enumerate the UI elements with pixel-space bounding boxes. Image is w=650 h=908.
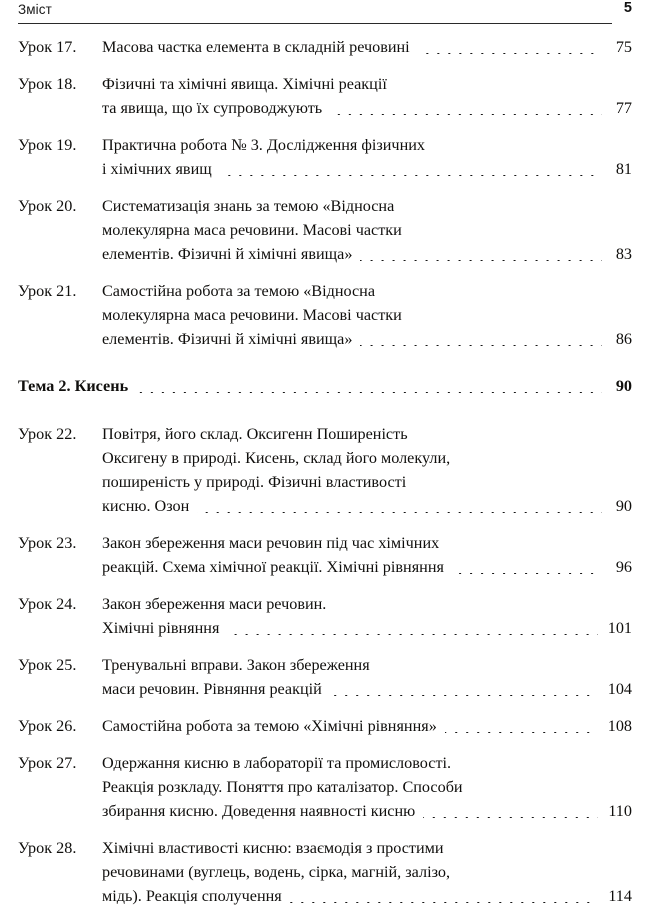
toc-entry-last-line bbox=[102, 616, 632, 640]
toc-entry-line: молекулярна маса речовини. Масові частки bbox=[102, 306, 402, 324]
toc-entry-last-line bbox=[102, 555, 632, 579]
toc-entry-page-number: 90 bbox=[615, 377, 632, 395]
toc-entry-last-line bbox=[102, 35, 632, 59]
toc-entry-label: Урок 21. bbox=[18, 282, 77, 300]
toc-entry-body bbox=[102, 35, 632, 59]
toc-entry-line: Реакція розкладу. Поняття про каталізатор. Способи bbox=[102, 778, 463, 796]
running-head-title: Зміст bbox=[18, 2, 52, 17]
toc-entry-line: Тема 2. Кисень bbox=[18, 377, 129, 395]
running-head-folio: 5 bbox=[623, 0, 632, 16]
dot-leader bbox=[197, 512, 602, 513]
toc-entry-line: Закон збереження маси речовин під час хімічних bbox=[102, 534, 440, 552]
toc-entry-last-line bbox=[102, 677, 632, 701]
toc-lesson-entry[interactable] bbox=[18, 836, 632, 908]
toc-lesson-entry[interactable] bbox=[18, 751, 632, 823]
toc-lesson-entry[interactable] bbox=[18, 133, 632, 181]
toc-entry-line: речовинами (вуглець, водень, сірка, магній, залізо, bbox=[102, 863, 451, 881]
toc-entry-line: молекулярна маса речовини. Масові частки bbox=[102, 221, 402, 239]
toc-entry-line: збирання кисню. Доведення наявності кисню bbox=[102, 802, 416, 820]
toc-entry-body bbox=[102, 279, 632, 351]
toc-entry-last-line bbox=[102, 327, 632, 351]
toc-entry-page-number: 81 bbox=[615, 160, 632, 178]
toc-entry-line: Повітря, його склад. Оксигенн Поширеність bbox=[102, 425, 408, 443]
toc-entry-page-number: 77 bbox=[615, 99, 632, 117]
toc-entry-last-line bbox=[102, 96, 632, 120]
toc-entry-line: і хімічних явищ bbox=[102, 160, 212, 178]
toc-entry-line: Хімічні рівняння bbox=[102, 619, 220, 637]
toc-entry-label: Урок 19. bbox=[18, 136, 77, 154]
toc-entry-body bbox=[102, 836, 632, 908]
toc-lesson-entry[interactable] bbox=[18, 714, 632, 738]
toc-entry-label: Урок 18. bbox=[18, 75, 77, 93]
toc-entry-last-line bbox=[102, 714, 632, 738]
toc-entry-line: мідь). Реакція сполучення bbox=[102, 887, 282, 905]
running-head bbox=[18, 0, 632, 26]
dot-leader bbox=[445, 732, 598, 733]
dot-leader bbox=[330, 114, 602, 115]
dot-leader bbox=[220, 175, 602, 176]
dot-leader bbox=[360, 260, 602, 261]
toc-entry-line: Хімічні властивості кисню: взаємодія з простими bbox=[102, 839, 444, 857]
dot-leader bbox=[227, 634, 598, 635]
toc-entry-label: Урок 20. bbox=[18, 197, 77, 215]
toc-entry-page-number: 83 bbox=[615, 245, 632, 263]
toc-entry-line: поширеність у природі. Фізичні властивості bbox=[102, 473, 407, 491]
toc-entry-line: Оксигену в природі. Кисень, склад його молекули, bbox=[102, 449, 451, 467]
toc-entry-line: Закон збереження маси речовин. bbox=[102, 595, 327, 613]
toc-lesson-entry[interactable] bbox=[18, 531, 632, 579]
toc-entry-page-number: 96 bbox=[615, 558, 632, 576]
toc-lesson-entry[interactable] bbox=[18, 653, 632, 701]
toc-entry-body bbox=[102, 72, 632, 120]
toc-entry-label: Урок 17. bbox=[18, 38, 77, 56]
toc-entry-line: Практична робота № 3. Дослідження фізичних bbox=[102, 136, 425, 154]
toc-entry-body bbox=[102, 422, 632, 518]
toc-entry-last-line bbox=[102, 157, 632, 181]
toc-entry-last-line bbox=[102, 799, 632, 823]
toc-entry-label: Урок 25. bbox=[18, 656, 77, 674]
toc-entry-body bbox=[102, 714, 632, 738]
toc-entry-body bbox=[102, 531, 632, 579]
dot-leader bbox=[360, 345, 602, 346]
toc-entry-page-number: 86 bbox=[615, 330, 632, 348]
toc-entry-line: реакцій. Схема хімічної реакції. Хімічні рівняння bbox=[102, 558, 444, 576]
dot-leader bbox=[418, 53, 602, 54]
toc-entry-line: елементів. Фізичні й хімічні явища» bbox=[102, 330, 353, 348]
toc-entry-label: Урок 22. bbox=[18, 425, 77, 443]
toc-entry-body bbox=[102, 592, 632, 640]
toc-entry-body bbox=[102, 751, 632, 823]
toc-entry-line: елементів. Фізичні й хімічні явища» bbox=[102, 245, 353, 263]
toc-entry-label: Урок 23. bbox=[18, 534, 77, 552]
toc-entry-page-number: 104 bbox=[607, 680, 632, 698]
toc-lesson-entry[interactable] bbox=[18, 592, 632, 640]
toc-entry-line: Масова частка елемента в складній речовині bbox=[102, 38, 410, 56]
toc-entry-page-number: 108 bbox=[607, 717, 632, 735]
toc-entry-line: Самостійна робота за темою «Хімічні рівняння» bbox=[102, 717, 437, 735]
dot-leader bbox=[136, 392, 602, 393]
toc-entry-label: Урок 28. bbox=[18, 839, 77, 857]
toc-entry-page-number: 110 bbox=[608, 802, 632, 820]
toc-entry-list bbox=[18, 35, 632, 908]
toc-lesson-entry[interactable] bbox=[18, 194, 632, 266]
toc-lesson-entry[interactable] bbox=[18, 279, 632, 351]
toc-entry-label: Урок 26. bbox=[18, 717, 77, 735]
toc-entry-page-number: 90 bbox=[615, 497, 632, 515]
toc-entry-last-line bbox=[18, 374, 632, 398]
toc-entry-line: Фізичні та хімічні явища. Хімічні реакції bbox=[102, 75, 387, 93]
toc-entry-page-number: 101 bbox=[607, 619, 632, 637]
toc-entry-last-line bbox=[102, 242, 632, 266]
toc-entry-label: Урок 24. bbox=[18, 595, 77, 613]
toc-entry-body bbox=[102, 133, 632, 181]
dot-leader bbox=[452, 573, 602, 574]
toc-entry-line: Самостійна робота за темою «Відносна bbox=[102, 282, 376, 300]
toc-lesson-entry[interactable] bbox=[18, 35, 632, 59]
toc-entry-line: та явища, що їх супроводжують bbox=[102, 99, 323, 117]
dot-leader bbox=[290, 902, 598, 903]
toc-entry-body bbox=[102, 194, 632, 266]
toc-entry-line: Систематизація знань за темою «Відносна bbox=[102, 197, 395, 215]
toc-lesson-entry[interactable] bbox=[18, 72, 632, 120]
toc-entry-body bbox=[102, 653, 632, 701]
toc-entry-page-number: 114 bbox=[608, 887, 632, 905]
toc-entry-page-number: 75 bbox=[615, 38, 632, 56]
toc-entry-line: Одержання кисню в лабораторії та промисловості. bbox=[102, 754, 452, 772]
dot-leader bbox=[330, 695, 598, 696]
toc-entry-last-line bbox=[102, 884, 632, 908]
toc-entry-body bbox=[18, 374, 632, 398]
toc-entry-line: маси речовин. Рівняння реакцій bbox=[102, 680, 322, 698]
toc-theme-entry[interactable] bbox=[18, 374, 632, 398]
toc-lesson-entry[interactable] bbox=[18, 422, 632, 518]
running-head-rule bbox=[18, 23, 612, 24]
toc-entry-label: Урок 27. bbox=[18, 754, 77, 772]
dot-leader bbox=[423, 817, 598, 818]
toc-entry-last-line bbox=[102, 494, 632, 518]
toc-entry-line: Тренувальні вправи. Закон збереження bbox=[102, 656, 370, 674]
toc-entry-line: кисню. Озон bbox=[102, 497, 190, 515]
